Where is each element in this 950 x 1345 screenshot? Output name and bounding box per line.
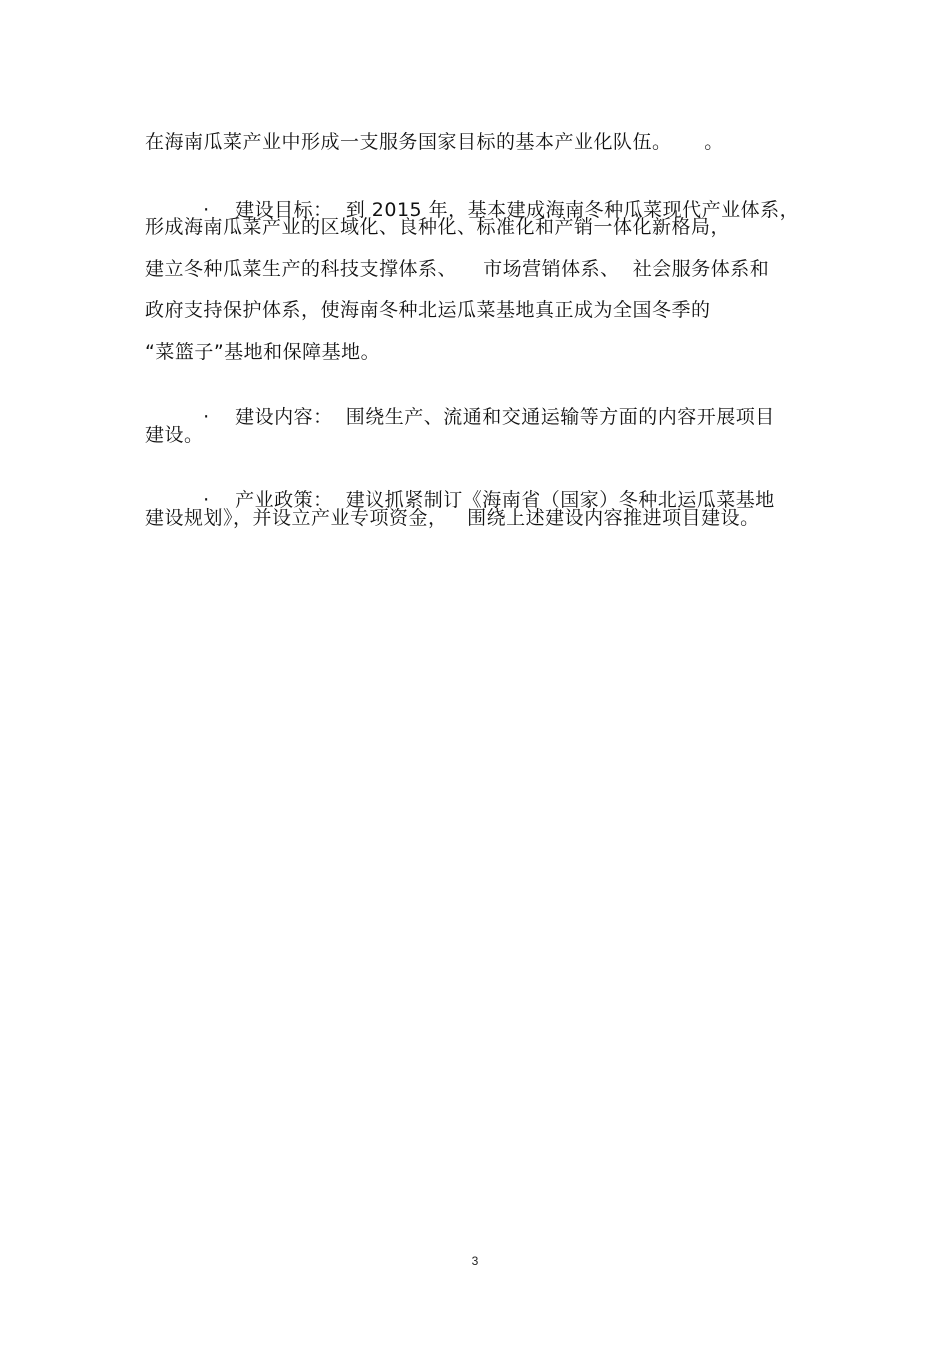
paragraph-line: 建立冬种瓜菜生产的科技支撑体系、 市场营销体系、 社会服务体系和: [145, 258, 770, 280]
bullet-icon: ·: [203, 199, 210, 221]
bullet-icon: ·: [203, 406, 210, 428]
paragraph-line: “菜篮子”基地和保障基地。: [145, 341, 381, 363]
bullet-icon: ·: [203, 489, 210, 511]
bullet-text: 产业政策： 建议抓紧制订《海南省（国家）冬种北运瓜菜基地: [235, 489, 775, 511]
bullet-text: 建设内容： 围绕生产、流通和交通运输等方面的内容开展项目: [235, 406, 775, 428]
paragraph-line: 建设。: [145, 424, 204, 446]
paragraph-line: 形成海南瓜菜产业的区域化、良种化、标准化和产销一体化新格局，: [145, 216, 731, 238]
paragraph-line: 建设规划》，并设立产业专项资金， 围绕上述建设内容推进项目建设。: [145, 507, 760, 529]
paragraph-line: 在海南瓜菜产业中形成一支服务国家目标的基本产业化队伍。 。: [145, 131, 724, 153]
paragraph-line: 政府支持保护体系，使海南冬种北运瓜菜基地真正成为全国冬季的: [145, 299, 711, 321]
bullet-item-content: [177, 381, 775, 453]
bullet-text: 建设目标： 到 2015 年，基本建成海南冬种瓜菜现代产业体系，: [235, 199, 800, 221]
page-number: 3: [471, 1254, 479, 1268]
